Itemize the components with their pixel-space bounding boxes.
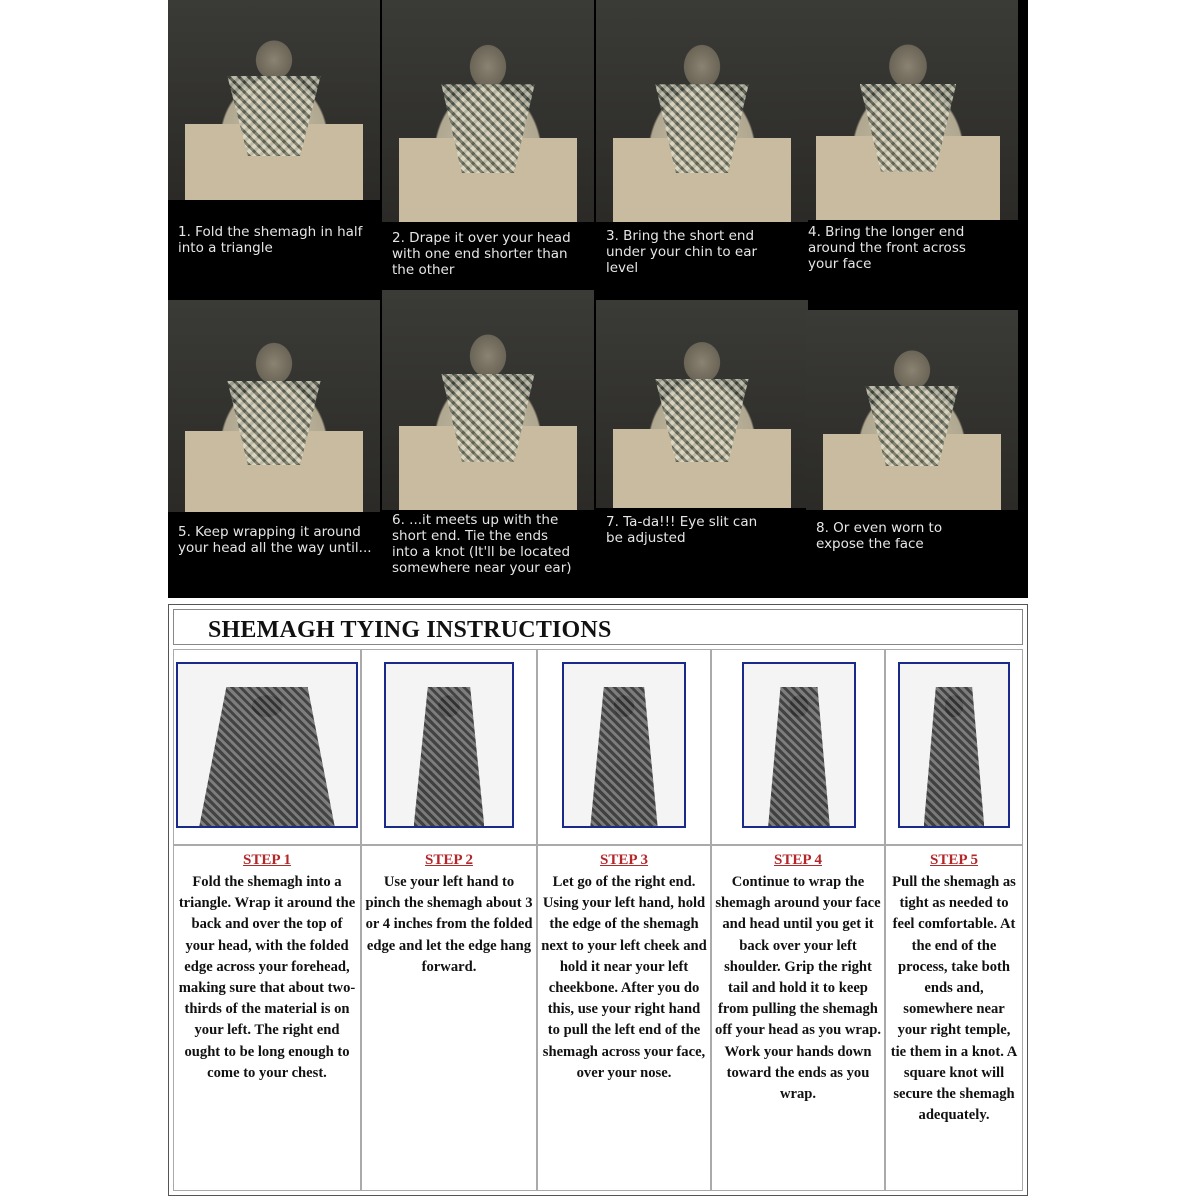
photo-step-4	[798, 0, 1018, 290]
photo-step-1-image	[168, 0, 380, 200]
photo-step-2-image	[382, 0, 594, 222]
photo-step-5-caption: 5. Keep wrapping it around your head all the way until...	[178, 524, 372, 556]
step-4-label: STEP 4	[774, 852, 822, 868]
photo-step-sheet	[168, 0, 1028, 598]
step-2-photo	[384, 662, 514, 828]
photo-step-1	[168, 0, 380, 290]
step-5-image-cell	[885, 649, 1023, 845]
step-3-label: STEP 3	[600, 852, 648, 868]
photo-step-4-image	[798, 0, 1018, 220]
photo-step-8-caption: 8. Or even worn to expose the face	[816, 520, 943, 552]
photo-step-2	[382, 0, 594, 290]
photo-step-6-image	[382, 290, 594, 510]
photo-step-8	[806, 310, 1018, 598]
photo-step-3-caption: 3. Bring the short end under your chin to ear level	[606, 228, 758, 276]
step-1-photo	[176, 662, 358, 828]
step-2-text: Use your left hand to pinch the shemagh about 3 or 4 inches from the folded edge and let the edge hang forward.	[365, 874, 533, 975]
photo-step-5	[168, 300, 380, 598]
step-4-photo	[742, 662, 856, 828]
photo-step-5-image	[168, 300, 380, 512]
step-3-text: Let go of the right end. Using your left hand, hold the edge of the shemagh next to your left cheek and hold it near your left cheekbone. After you do this, use your right hand to pull the left end of the shemagh across your face, over your nose.	[541, 874, 707, 1081]
instructions-panel	[168, 604, 1028, 1196]
step-3-photo	[562, 662, 686, 828]
step-5-label: STEP 5	[930, 852, 978, 868]
photo-step-6	[382, 290, 594, 598]
step-3-image-cell	[537, 649, 711, 845]
step-2-label: STEP 2	[425, 852, 473, 868]
step-2-text-cell	[361, 845, 537, 1191]
step-1-label: STEP 1	[243, 852, 291, 868]
instructions-title: SHEMAGH TYING INSTRUCTIONS	[208, 617, 612, 643]
photo-step-7-image	[596, 300, 808, 508]
photo-step-7	[596, 300, 808, 598]
step-1-text: Fold the shemagh into a triangle. Wrap it around the back and over the top of your head, with the folded edge across your forehead, making sure that about two-thirds of the material is on your left. The right end ought to be long enough to come to your chest.	[178, 874, 356, 1081]
photo-step-2-caption: 2. Drape it over your head with one end shorter than the other	[392, 230, 571, 278]
step-5-text-cell	[885, 845, 1023, 1191]
photo-step-8-image	[806, 310, 1018, 510]
step-5-photo	[898, 662, 1010, 828]
step-4-image-cell	[711, 649, 885, 845]
photo-step-3-image	[596, 0, 808, 222]
step-1-text-cell	[173, 845, 361, 1191]
photo-step-7-caption: 7. Ta-da!!! Eye slit can be adjusted	[606, 514, 758, 546]
instructions-title-bar	[173, 609, 1023, 645]
step-4-text-cell	[711, 845, 885, 1191]
photo-step-6-caption: 6. ...it meets up with the short end. Tie the ends into a knot (It'll be located somewhere near your ear)	[392, 512, 572, 576]
photo-step-4-caption: 4. Bring the longer end around the front across your face	[808, 224, 966, 272]
photo-step-3	[596, 0, 808, 290]
step-4-text: Continue to wrap the shemagh around your face and head until you get it back over your left shoulder. Grip the right tail and hold it to keep from pulling the shemagh off your head as you wrap. Work your hands down toward the ends as you wrap.	[715, 874, 881, 1103]
step-5-text: Pull the shemagh as tight as needed to feel comfortable. At the end of the process, take both ends and, somewhere near your right temple, tie them in a knot. A square knot will secure the shemagh adequately.	[890, 874, 1018, 1124]
step-3-text-cell	[537, 845, 711, 1191]
step-2-image-cell	[361, 649, 537, 845]
photo-step-1-caption: 1. Fold the shemagh in half into a triangle	[178, 224, 363, 256]
step-1-image-cell	[173, 649, 361, 845]
